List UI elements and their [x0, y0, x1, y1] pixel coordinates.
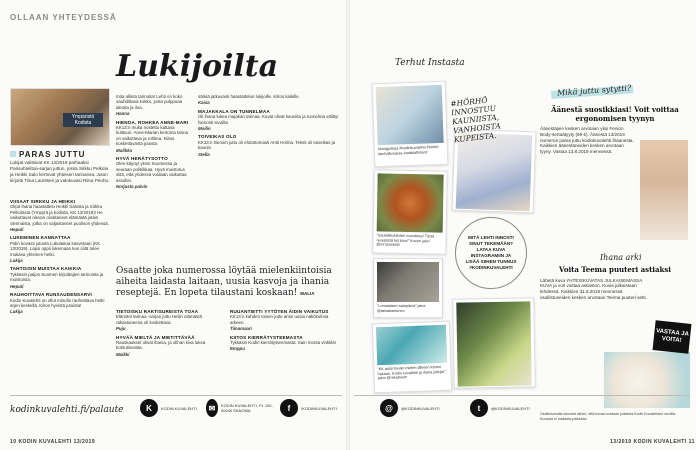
vote-text: Äänestäjien kesken arvotaan yksi Fenion Body-sertaätyyty (89 €). Äänestä 13/2019 numeron paras juttu kodinkuvalehti.fi/aanesta. Kaikkien äänestäneiden kesken arvotaan tyyny. Vastaa 13.8.2019 mennessä.: [540, 126, 634, 155]
insta-post: #koogjuttuja #kodinkuvalehti #hörhö #puhallusaesa #arabiafinland: [372, 81, 449, 168]
letters-column-1: [10, 196, 110, 315]
vastaa-badge: VASTAA JA VOITA!: [653, 320, 692, 354]
letter: RAUHOITTAVA RUNSAUDENSARVI Kodin Kuvalehti on ollut minulle rauhoittava hetki arjen keskellä. Kiitos hyvistä jutuista! Lukija: [10, 292, 105, 315]
page-title: Lukijoilta: [116, 49, 279, 84]
vote-section-title: Mikä juttu sytytti?: [556, 83, 632, 98]
insta-post: "Lomalaisen satopäivä" jakoi @tainakantonen: [373, 258, 443, 318]
footer-divider-right: [354, 395, 690, 396]
letter: MAJAKKALA ON TUNNELMAA Oli ihana lukea majakan tarinaa. Kuvat olivat kauniita ja tunnelma välittyi hienosti sivuilta. Moilin: [198, 108, 339, 132]
insta-photo: [377, 173, 444, 232]
photo-label: Ympäristö Kodista: [63, 113, 103, 127]
letters-column-5: [230, 306, 342, 352]
insta-photo: [377, 262, 439, 302]
page-folio-right: 13/2019 KODIN KUVALEHTI 11: [610, 439, 695, 445]
twitter-icon: t: [470, 399, 488, 417]
instagram-prompt-circle: MITÄ LEHTI INNOSTI SINUT TEKEMÄÄN? LATAA KUVA INSTAGRAMIIN JA LISÄÄ SIIHEN TUNNUS #KODINKUVALEHTI: [455, 217, 527, 289]
facebook-icon: f: [280, 399, 298, 417]
pull-quote-author: MALIA: [300, 291, 315, 296]
letter: HYVÄÄ MIELTÄ JA MIETITTÄVÄÄ Rauskaukset olivat ihania, ja olihan kiva lukea kotirutiineista. Maikki: [116, 334, 206, 357]
pillow-photo: [640, 140, 688, 240]
letter: VIISAAT SIRKKU JA HEIKKI Olipa ihana haastattelu Heikki Salosta ja Sirkku Pelkolasta (Ympyrä ja kodista, KK 13/2019)! He vaikuttavat olevan oivaltaneet elämästä jotain olennaista, jotka on valjastaneet puolison yhdessä. Hepuli: [10, 199, 109, 233]
letter: TOIVEIKAS OLO KK13:n hienoin juttu oli ehdottomasti Antti Holma. Teksti oli toiveikas ja kaunis. Stella: [198, 134, 336, 157]
terms-note: Osallistumalla sitoudut siihen, että kuvasi voidaan julkaista Kodin Kuvalehden sivuilla. Kuvasta ei makseta palkkiota.: [540, 412, 677, 421]
mail-icon: ✉: [206, 399, 218, 417]
letter: mita allinta tarinoita! Lehti on koko vauhdittava kokko, josta pulppuaa ideoita ja iloa. Hanna: [116, 94, 183, 117]
social-mail[interactable]: ✉ KODIN KUVALEHTI, PL 100, 00040 SANOMA: [206, 397, 276, 419]
page-gutter: [346, 0, 350, 450]
letter: TIETOISKU RAKTISUREISTA TOAA Elämäni tarinaa -sarjan juttu Heilin elämästä rakastuneena oli koskettava. Puju: [116, 309, 202, 332]
page-folio-left: 10 KODIN KUVALEHTI 13/2019: [10, 439, 96, 445]
insta-post: [452, 297, 536, 388]
teema-box: [540, 266, 690, 301]
letter: särkiä jatkuvasti haastattelun lukijoille. Kiitos kaikille. Kaisa: [198, 94, 300, 106]
social-instagram[interactable]: @ @KODINKUVALEHTI: [380, 397, 460, 419]
insta-photo: [456, 133, 533, 212]
letter: HYVÄ HERÄTYSOTTO Olen käynyt yksin Suomessa ja seuraan politiikkaa. Hyvä muistutus siitä, että yhdessä voidaan vaikuttaa asioihin. Norjasta paivin: [116, 156, 187, 190]
vote-headline: Äänestä suosikkiasi! Voit voittaa ergonomisen tyynyn: [551, 105, 679, 123]
social-twitter[interactable]: t @KODINKUVALEHTI: [470, 397, 550, 419]
letter: TAHTOISIN MUISTAA KAIKKIA Tykkäsin paljon Suomen kirjoittajien tarinoista ja muistoista. Hepuli: [10, 266, 104, 289]
insta-photo: [456, 301, 531, 386]
feedback-link[interactable]: kodinkuvalehti.fi/palaute: [10, 405, 124, 415]
footer-divider: [10, 395, 342, 396]
letter: LUKEMINEN KANNATTAA Pidin kovasti jutusta Lukutaitoa kasvetaan (KK 13/2019). Lapsi oppii lukemaan kun siitä tulee mukava yhteinen hetki. Lukija: [10, 235, 101, 264]
caption-text: Lukijat valitsivat KK 13/2019 parhaaksi Parisuhteiltoa-sarjan juttun, jossa Sirkku Pelkola ja Heikki Salo kertovat yhteisen tarinansa. Jutun kirjoitti Tiina Lauritsen ja valokuvasi Riina Peuhu.: [10, 160, 110, 183]
insta-photo: [376, 85, 444, 145]
pull-quote: [116, 266, 342, 299]
insta-post: "Saulaikkolaisten muodissa! Tästä reseptistä tuli kiva!" Kuvan jakoi @mrsbaskets: [372, 169, 447, 254]
teema-text: Lähetä kuva YHTEISKUVATAS JULKAISEMASSA KUVA ja voit voittaa astiaston. Kuvia julkaistaan lehdessä. Kaikkien 31.8.2019 mennessä osallistuneiden kesken arvotaan Teema puuteri-setti.: [540, 277, 647, 300]
magazine-logo-icon: K: [140, 399, 158, 417]
teema-headline: Voita Teema puuteri astiaksi: [559, 265, 671, 274]
letter: RUUANTIETTI YYTÖTEN ÄIDIN VAIKUTUS KK13:n kahden toisen juttu antoi uusia näkökulmia arkeen. Tiinamaari: [230, 309, 329, 332]
section-title: OLLAAN YHTEYDESSÄ: [10, 13, 117, 22]
caption-title: PARAS JUTTU: [10, 150, 85, 159]
letters-column-4: [116, 306, 224, 357]
social-facebook[interactable]: f /KODINKUVALEHTI: [280, 397, 344, 419]
pull-quote-text: Osaatte joka numerossa löytää mielenkiintoisia aiheita laidasta laitaan, uusia kasvoja ja ihania reseptejä. En lopeta tilaustani koskaan!: [116, 266, 332, 298]
social-kodinkuvalehti[interactable]: K KODIN KUVALEHTI: [140, 397, 200, 419]
letters-column-2: [116, 94, 190, 190]
teema-dish-photo: [604, 352, 690, 408]
instagram-icon: @: [380, 399, 398, 417]
insta-post: "KK antoi hyvän mielen jälkeen kenen hakaan. Kodin kuvalehti ja ihana juttuja!" jakoi @rekabuum: [372, 321, 452, 394]
letter: KIITOS KIERRÄTYSTEEMASTA Tykkäsin Kodin kierrätysteemasta. Sain monta vinkkiä! Emppu: [230, 334, 336, 352]
letters-column-3: [198, 94, 342, 157]
insta-photo: [376, 325, 447, 365]
insta-hashtag-headline: #HÖRHÖ INNOSTUU KAUNIISTA, VANHOISTA KUPEISTA.: [449, 95, 502, 145]
magazine-cover-photo: [10, 88, 110, 146]
insta-section-title: Terhut Instasta: [395, 58, 465, 68]
daily-life-title: Ihana arki: [600, 253, 642, 262]
letter: HIENOA, ROHKEA ANNE-MARI KK13:n muka nostettu kattava kulttuuri. Anne-Marian kertoma tarina on vaikuttava ja rohkea. Kiitos koskettavasta jutusta. Mulikka: [116, 119, 189, 153]
